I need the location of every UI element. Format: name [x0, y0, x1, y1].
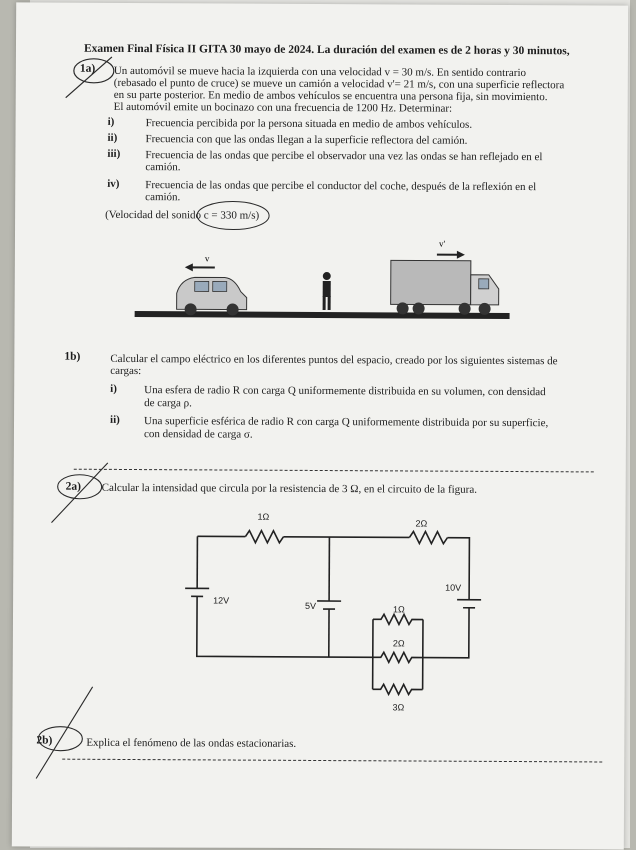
handwritten-circle-mark	[195, 199, 275, 235]
q1a-item-2-num: ii)	[107, 132, 117, 144]
section-divider	[74, 469, 594, 473]
car-velocity-arrow	[185, 263, 215, 271]
handwritten-circle-mark	[22, 682, 103, 782]
q1b-line2: cargas:	[110, 365, 141, 378]
label-r-par-2: 2Ω	[393, 638, 405, 648]
q1b-item-2-text: Una superficie esférica de radio R con carga Q uniformemente distribuida por su superficie,	[144, 415, 548, 430]
q1a-item-1-num: i)	[108, 116, 115, 128]
label-r-par-1: 1Ω	[393, 604, 405, 614]
q1b-label: 1b)	[64, 351, 80, 363]
q1b-line1: Calcular el campo eléctrico en los diferentes puntos del espacio, creado por los siguientes sistemas de	[110, 353, 557, 368]
person-icon	[323, 272, 331, 310]
resistor-1ohm-top	[245, 531, 283, 543]
q1a-item-4-text: Frecuencia de las ondas que percibe el conductor del coche, después de la reflexión en el	[145, 179, 536, 194]
label-v-right: 10V	[445, 583, 461, 593]
q1a-item-3-num: iii)	[107, 148, 120, 160]
q1a-line4: El automóvil emite un bocinazo con una frecuencia de 1200 Hz. Determinar:	[114, 101, 452, 115]
q2b-label: 2b)	[36, 735, 52, 747]
q1b-item-1-text: Una esfera de radio R con carga Q uniformemente distribuida en su volumen, con densidad	[144, 384, 546, 399]
truck-icon	[391, 260, 499, 315]
q1b-item-1-num: i)	[110, 383, 117, 395]
car-velocity-label: v	[205, 253, 210, 263]
label-v-left: 12V	[213, 595, 229, 605]
q1a-label: 1a)	[80, 63, 95, 75]
q2b-text: Explica el fenómeno de las ondas estacionarias.	[86, 737, 296, 751]
q2a-label: 2a)	[66, 481, 81, 493]
exam-sheet	[12, 2, 628, 849]
label-v-mid: 5V	[305, 601, 316, 611]
q1a-line3: en su parte posterior. En medio de ambos vehículos se encuentra una persona fija, sin movimiento.	[114, 89, 548, 104]
section-divider	[62, 759, 602, 763]
q1a-line2: (rebasado el punto de cruce) se mueve un camión a velocidad v'= 21 m/s, con una superficie reflectora	[114, 77, 565, 92]
q1b-item-2-text2: con densidad de carga σ.	[144, 428, 253, 441]
q2a-text: Calcular la intensidad que circula por la resistencia de 3 Ω, en el circuito de la figura.	[102, 482, 477, 496]
q1a-item-4-text2: camión.	[145, 191, 180, 204]
truck-velocity-arrow	[437, 251, 465, 259]
car-icon	[177, 277, 247, 315]
sound-speed-note: (Velocidad del sonido c = 330 m/s)	[105, 209, 259, 222]
q1a-item-4-num: iv)	[107, 178, 119, 190]
resistor-2ohm-top	[409, 531, 447, 543]
q1b-item-2-num: ii)	[110, 414, 120, 426]
q1a-item-1-text: Frecuencia percibida por la persona situada en medio de ambos vehículos.	[146, 117, 473, 131]
label-r-top-right: 2Ω	[415, 519, 427, 529]
circuit-diagram	[173, 508, 494, 710]
q1a-item-3-text2: camión.	[145, 161, 180, 174]
label-r-par-3: 3Ω	[393, 702, 405, 712]
q1b-item-1-text2: de carga ρ.	[144, 397, 192, 410]
q1a-line1: Un automóvil se mueve hacia la izquierda con una velocidad v = 30 m/s. En sentido contrario	[114, 65, 526, 80]
label-r-top-left: 1Ω	[257, 512, 269, 522]
q1a-item-3-text: Frecuencia de las ondas que percibe el observador una vez las ondas se han reflejado en el	[145, 149, 542, 164]
doppler-scene	[135, 231, 515, 323]
q1a-item-2-text: Frecuencia con que las ondas llegan a la superficie reflectora del camión.	[145, 133, 467, 147]
truck-velocity-label: v'	[439, 239, 446, 249]
exam-title: Examen Final Física II GITA 30 mayo de 2024. La duración del examen es de 2 horas y 30 minutos,	[84, 43, 570, 58]
